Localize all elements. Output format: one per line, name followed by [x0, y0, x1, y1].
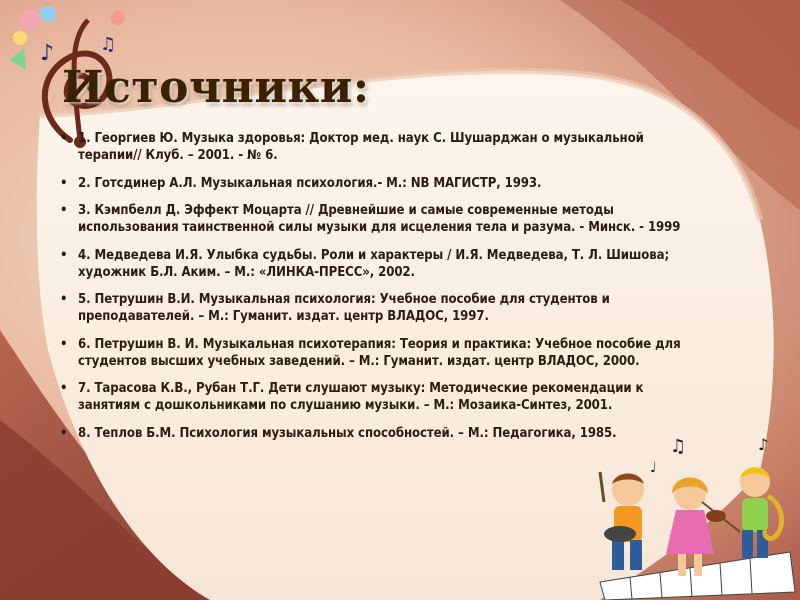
svg-text:♩: ♩ [650, 460, 657, 476]
svg-text:♪: ♪ [40, 41, 55, 66]
reference-item [58, 247, 708, 281]
reference-item [58, 380, 708, 414]
bullet-icon: • [60, 336, 68, 352]
reference-item [58, 202, 708, 236]
reference-list [58, 130, 708, 452]
children-musicians-illustration-icon [590, 432, 800, 600]
reference-text: 3. Кэмпбелл Д. Эффект Моцарта // Древнейшие и самые современные методы использования таинственной силы музыки для исцеления тела и разума. - Минск. - 1999 [78, 203, 681, 235]
bullet-icon: • [60, 203, 68, 218]
bullet-icon: • [60, 292, 68, 307]
svg-text:♫: ♫ [670, 436, 687, 457]
reference-text: 7. Тарасова К.В., Рубан Т.Г. Дети слушают музыку: Методические рекомендации к занятиям с дошкольниками по слушанию музыки. – М.: Мозаика-Синтез, 2001. [78, 381, 644, 413]
reference-item [58, 291, 708, 325]
page-title: Источники: [62, 62, 370, 113]
reference-text: 8. Теплов Б.М. Психология музыкальных способностей. – М.: Педагогика, 1985. [78, 425, 617, 441]
bullet-icon: • [60, 247, 68, 263]
reference-item [58, 175, 708, 192]
reference-item [58, 130, 708, 164]
bullet-icon: • [60, 175, 68, 191]
reference-text: 2. Готсдинер А.Л. Музыкальная психология.- М.: NB МАГИСТР, 1993. [78, 175, 542, 191]
reference-item [58, 336, 708, 370]
svg-text:♫: ♫ [100, 34, 117, 55]
reference-text: 6. Петрушин В. И. Музыкальная психотерапия: Теория и практика: Учебное пособие для студентов высших учебных заведений. – М.: Гуманит. издат. центр ВЛАДОС, 2000. [78, 336, 681, 369]
bullet-icon: • [60, 381, 68, 396]
bullet-icon: • [60, 425, 68, 441]
reference-text: 1. Георгиев Ю. Музыка здоровья: Доктор мед. наук С. Шушарджан о музыкальной терапии// Клуб. – 2001. - № 6. [78, 131, 644, 163]
reference-text: 5. Петрушин В.И. Музыкальная психология: Учебное пособие для студентов и преподавателей. – М.: Гуманит. издат. центр ВЛАДОС, 1997. [78, 292, 610, 324]
reference-text: 4. Медведева И.Я. Улыбка судьбы. Роли и характеры / И.Я. Медведева, Т. Л. Шишова; художник Б.Л. Аким. – М.: «ЛИНКА-ПРЕСС», 2002. [78, 247, 670, 280]
bullet-icon: • [60, 131, 68, 146]
svg-text:♪: ♪ [758, 435, 769, 454]
